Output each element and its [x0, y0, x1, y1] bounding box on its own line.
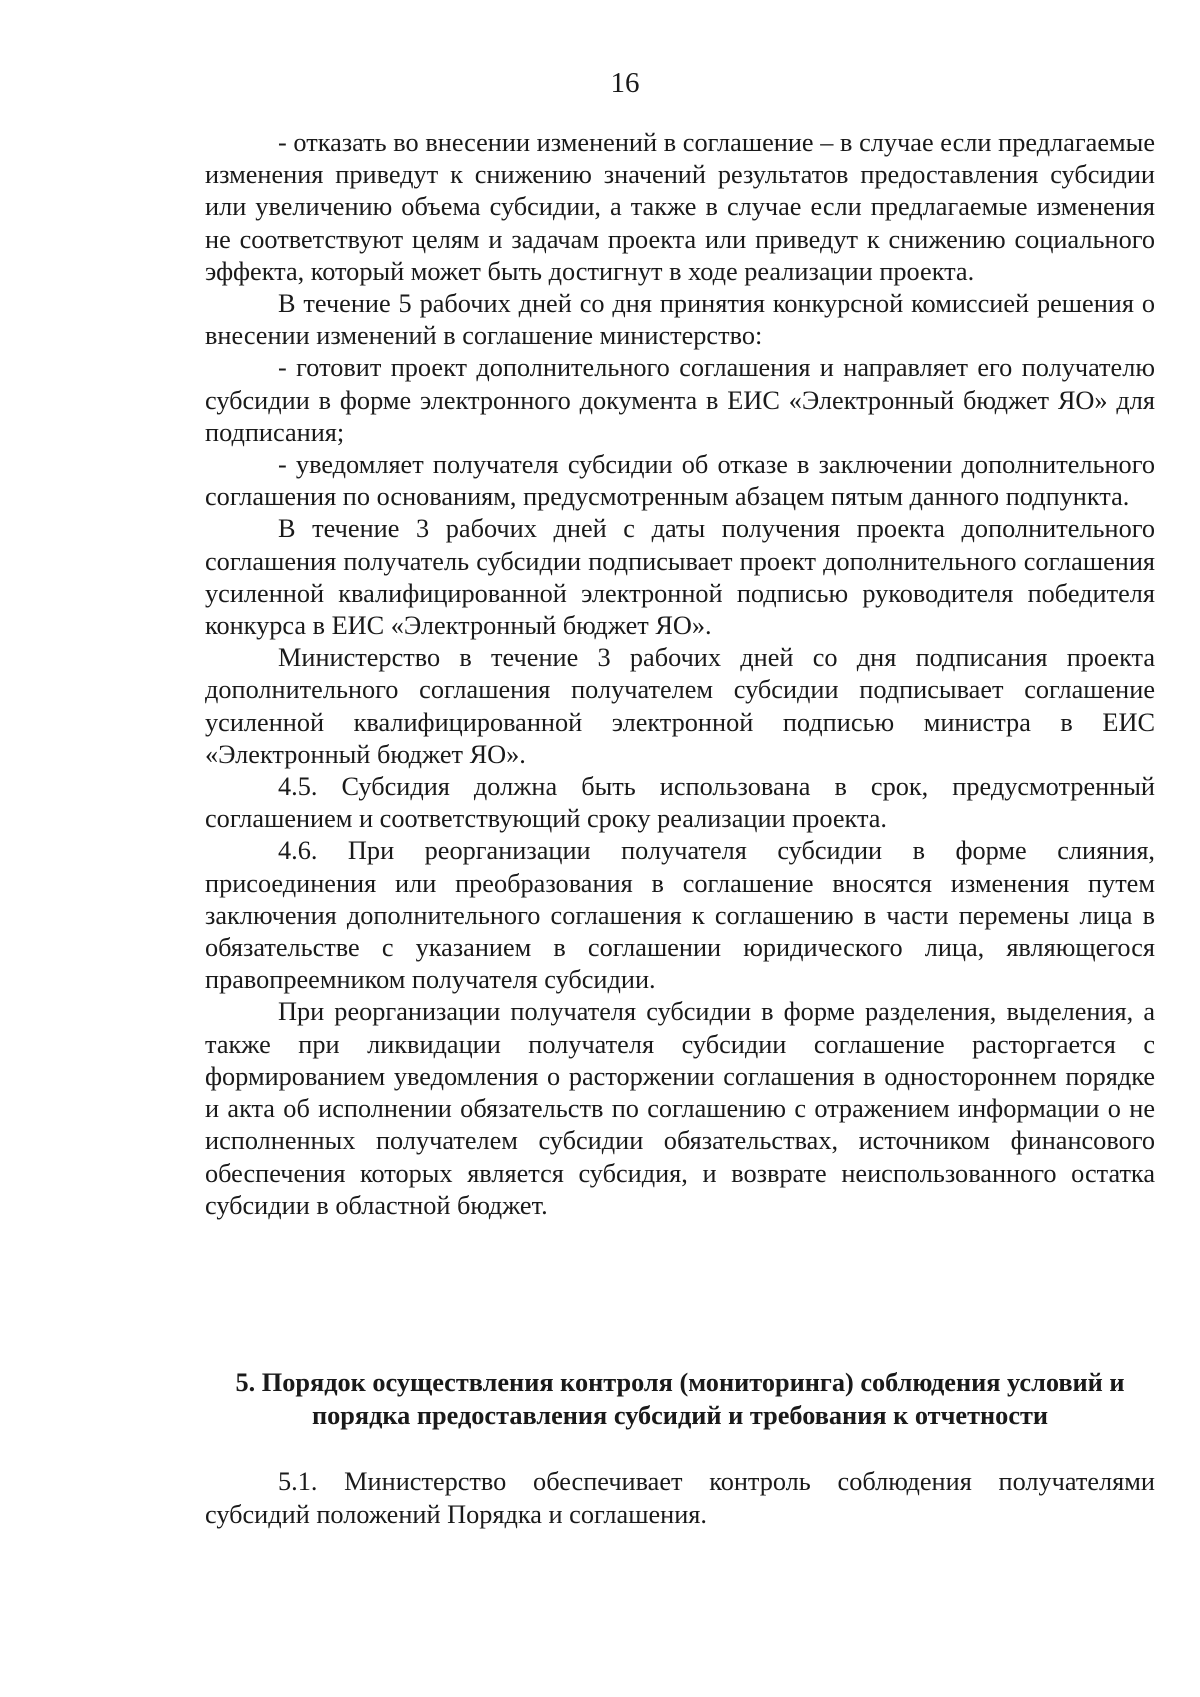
paragraph-ministry-decision: В течение 5 рабочих дней со дня принятия конкурсной комиссией решения о внесении изменений в соглашение министерство:	[205, 289, 1155, 351]
paragraph-4-5: 4.5. Субсидия должна быть использована в срок, предусмотренный соглашением и соответствующий сроку реализации проекта.	[205, 772, 1155, 834]
paragraph-prepares-agreement: - готовит проект дополнительного соглашения и направляет его получателю субсидии в форме электронного документа в ЕИС «Электронный бюджет ЯО» для подписания;	[205, 353, 1155, 447]
paragraph-recipient-signs: В течение 3 рабочих дней с даты получения проекта дополнительного соглашения получатель субсидии подписывает проект дополнительного соглашения усиленной квалифицированной электронной подписью руководителя победителя конкурса в ЕИС «Электронный бюджет ЯО».	[205, 514, 1155, 641]
paragraph-5-1: 5.1. Министерство обеспечивает контроль соблюдения получателями субсидий положений Порядка и соглашения.	[205, 1467, 1155, 1529]
main-text-block	[205, 127, 1155, 1222]
paragraph-notifies-refusal: - уведомляет получателя субсидии об отказе в заключении дополнительного соглашения по основаниям, предусмотренным абзацем пятым данного подпункта.	[205, 450, 1155, 512]
paragraph-4-6: 4.6. При реорганизации получателя субсидии в форме слияния, присоединения или преобразования в соглашение вносятся изменения путем заключения дополнительного соглашения к соглашению в части перемены лица в обязательстве с указанием в соглашении юридического лица, являющегося правопреемником получателя субсидии.	[205, 836, 1155, 995]
paragraph-ministry-signs: Министерство в течение 3 рабочих дней со дня подписания проекта дополнительного соглашения получателем субсидии подписывает соглашение усиленной квалифицированной электронной подписью министра в ЕИС «Электронный бюджет ЯО».	[205, 643, 1155, 769]
paragraph-refuse-changes: - отказать во внесении изменений в соглашение – в случае если предлагаемые изменения приведут к снижению значений результатов предоставления субсидии или увеличению объема субсидии, а также в случае если предлагаемые изменения не соответствуют целям и задачам проекта или приведут к снижению социального эффекта, который может быть достигнут в ходе реализации проекта.	[205, 128, 1155, 286]
section-heading-line-2: порядка предоставления субсидий и требования к отчетности	[311, 1400, 1049, 1430]
paragraph-reorganization: При реорганизации получателя субсидии в форме разделения, выделения, а также при ликвидации получателя субсидии соглашение расторгается с формированием уведомления о расторжении соглашения в одностороннем порядке и акта об исполнении обязательств по соглашению с отражением информации о не исполненных получателем субсидии обязательствах, источником финансового обеспечения которых является субсидия, и возврате неиспользованного остатка субсидии в областной бюджет.	[205, 997, 1155, 1220]
section-5-text-block	[205, 1466, 1155, 1531]
section-5-heading	[205, 1367, 1155, 1432]
page-number: 16	[610, 67, 640, 99]
section-heading-line-1: 5. Порядок осуществления контроля (мониторинга) соблюдения условий и	[235, 1368, 1125, 1397]
